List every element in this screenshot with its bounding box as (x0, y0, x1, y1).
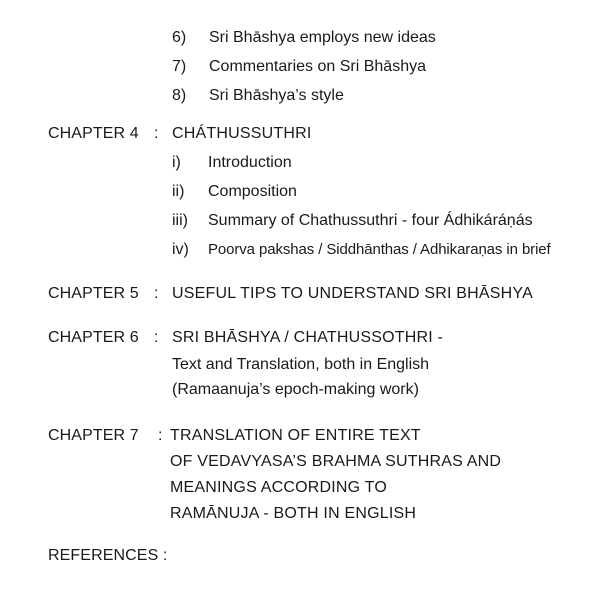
item-text: Sri Bhāshya employs new ideas (209, 29, 436, 46)
sub-item-number: iii) (172, 212, 188, 229)
sub-item-text: Composition (208, 183, 297, 200)
chapter-colon: : (154, 329, 159, 346)
item-number: 6) (172, 29, 187, 46)
chapter-label: CHAPTER 7 (48, 427, 139, 444)
chapter-label: CHAPTER 4 (48, 125, 139, 142)
chapter-title-line: MEANINGS ACCORDING TO (170, 479, 387, 496)
chapter-description-line: (Ramaanuja’s epoch-making work) (172, 381, 419, 398)
sub-item-text: Poorva pakshas / Siddhānthas / Adhikaraṇas in brief (208, 241, 551, 258)
item-text: Commentaries on Sri Bhāshya (209, 58, 426, 75)
chapter-colon: : (154, 285, 159, 302)
item-text: Sri Bhāshya’s style (209, 87, 344, 104)
sub-item-text: Introduction (208, 154, 292, 171)
chapter-title-line: TRANSLATION OF ENTIRE TEXT (170, 427, 421, 444)
sub-item-text: Summary of Chathussuthri - four Ádhikáráṇás (208, 212, 533, 229)
chapter-label: CHAPTER 5 (48, 285, 139, 302)
sub-item-number: iv) (172, 241, 189, 258)
chapter-title-line: SRI BHĀSHYA / CHATHUSSOTHRI - (172, 329, 444, 346)
sub-item-number: i) (172, 154, 181, 171)
chapter-label: CHAPTER 6 (48, 329, 139, 346)
chapter-title: CHÁTHUSSUTHRI (172, 125, 312, 142)
chapter-title: USEFUL TIPS TO UNDERSTAND SRI BHĀSHYA (172, 285, 533, 302)
sub-item-number: ii) (172, 183, 185, 200)
chapter-title-line: OF VEDAVYASA’S BRAHMA SUTHRAS AND (170, 453, 502, 470)
item-number: 8) (172, 87, 187, 104)
chapter-colon: : (158, 427, 163, 444)
chapter-title-line: RAMĀNUJA - BOTH IN ENGLISH (170, 505, 417, 522)
chapter-description-line: Text and Translation, both in English (172, 356, 430, 373)
item-number: 7) (172, 58, 187, 75)
references-label: REFERENCES : (48, 547, 168, 564)
chapter-colon: : (154, 125, 159, 142)
